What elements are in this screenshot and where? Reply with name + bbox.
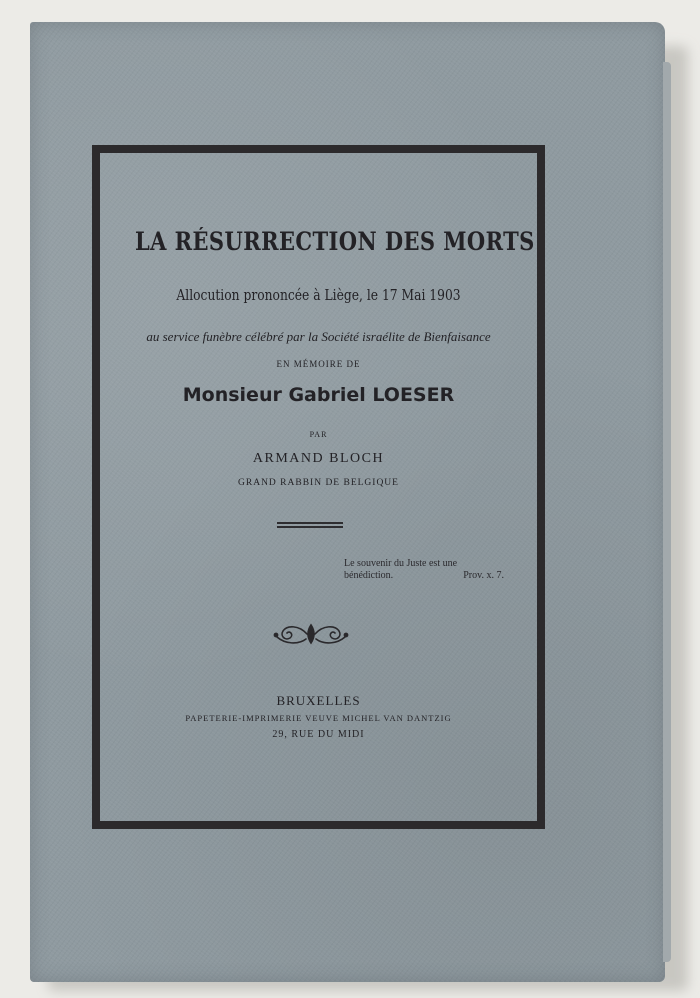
imprint-printer: PAPETERIE-IMPRIMERIE VEUVE MICHEL VAN DANTZIG	[185, 713, 452, 723]
service-line: au service funèbre célébré par la Société israélite de Bienfaisance	[146, 329, 491, 344]
cover-frame	[92, 145, 545, 829]
epigraph-text: bénédiction.	[344, 570, 394, 581]
double-rule-divider	[277, 522, 343, 530]
honoree-name: Monsieur Gabriel LOESER	[182, 384, 455, 406]
author-name: ARMAND BLOCH	[252, 451, 385, 466]
cover-subtitle: Allocution prononcée à Liège, le 17 Mai 1903	[176, 286, 461, 304]
epigraph-reference: Prov. x. 7.	[463, 570, 504, 581]
epigraph	[344, 558, 504, 582]
pamphlet-cover	[30, 22, 665, 982]
imprint-address: 29, RUE DU MIDI	[272, 729, 365, 740]
imprint-city: BRUXELLES	[276, 693, 361, 708]
cover-content	[100, 153, 537, 821]
cover-title: LA RÉSURRECTION DES MORTS	[134, 227, 535, 256]
page-edge	[663, 62, 671, 962]
memorial-line: EN MÉMOIRE DE	[276, 359, 361, 369]
epigraph-line-1: Le souvenir du Juste est une	[344, 558, 458, 569]
fleuron-ornament-icon	[273, 621, 349, 647]
author-title: GRAND RABBIN DE BELGIQUE	[238, 478, 399, 488]
by-label: PAR	[309, 430, 328, 439]
epigraph-line-2	[344, 570, 504, 582]
